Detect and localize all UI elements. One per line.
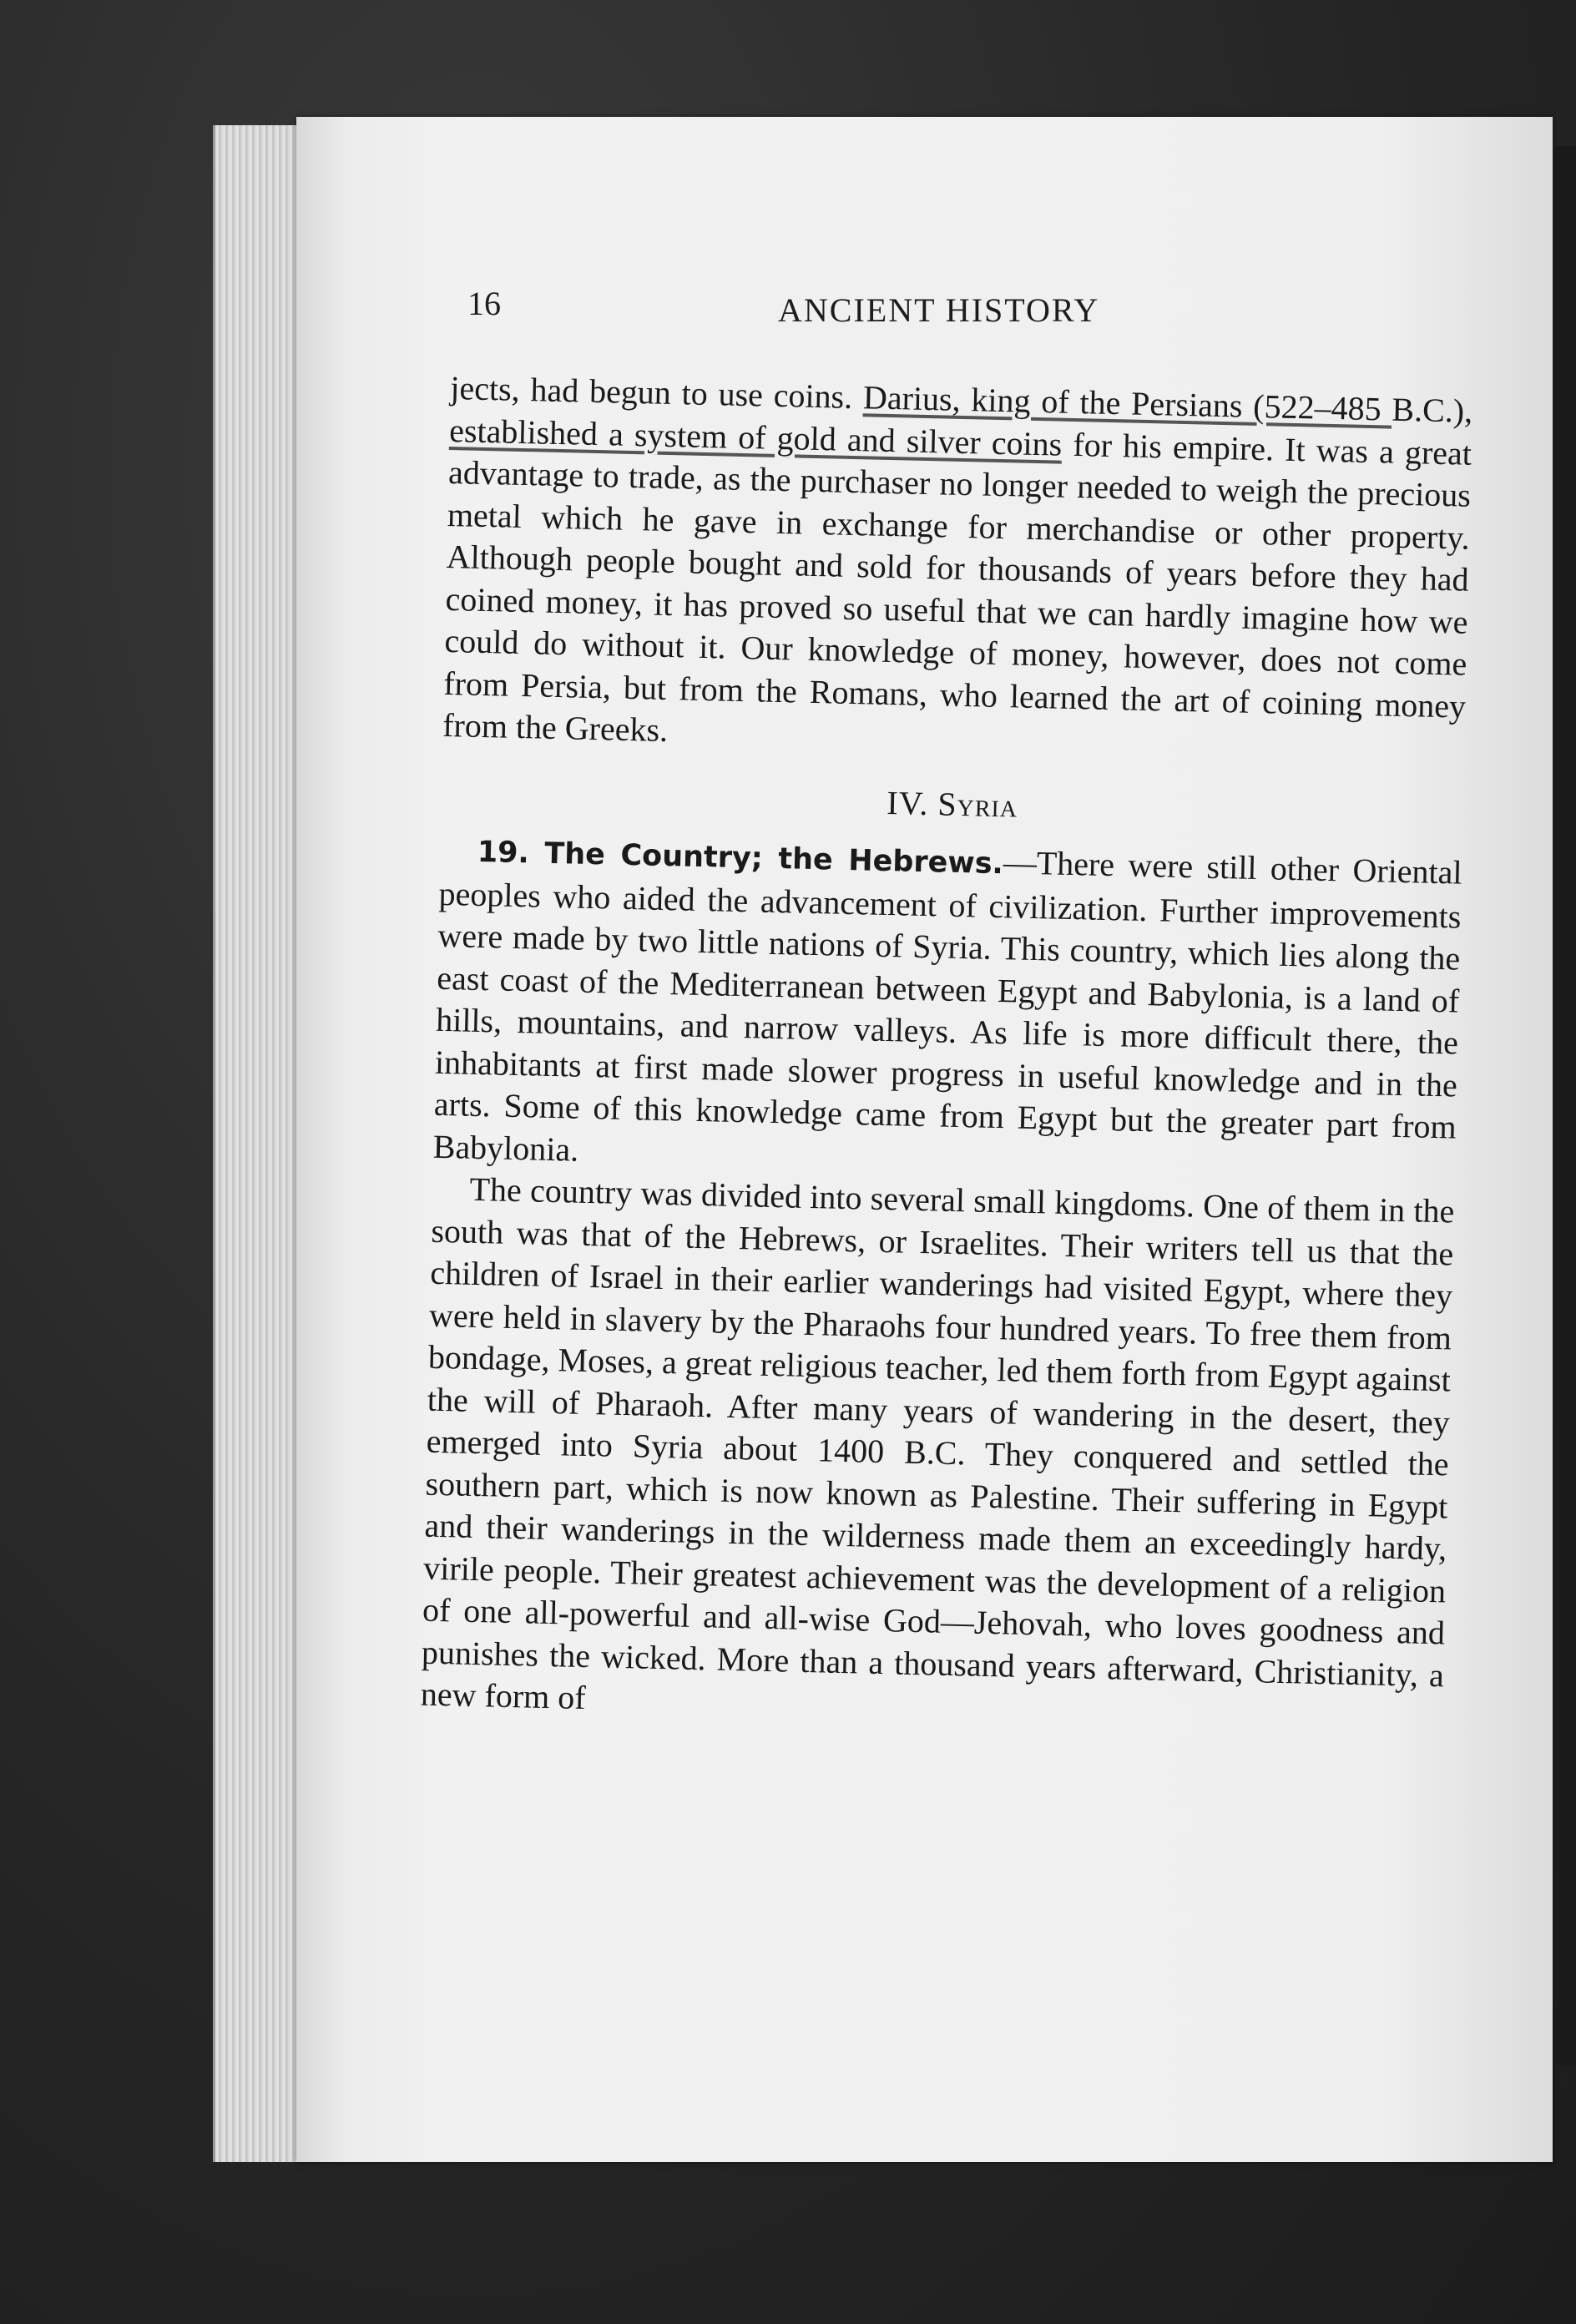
kingdoms-text-a: The country was divided into several small kingdoms. One of them in the south was that of the Hebrews, or Israelites. Their writers tell us that the children of Israel in their earlier wanderings had visited Egypt, where they were held in slavery by the Pharaohs four hundred years. To free them from bondage, Moses, a great religious teacher, led them forth from Egypt against the will of Pharaoh. After many years of wandering in the desert, they emerged into Syria about 1400: [426, 1170, 1455, 1471]
page-right-shadow: [1554, 146, 1576, 2066]
running-head: ANCIENT HISTORY: [778, 291, 1100, 329]
page-edges: [213, 125, 303, 2162]
section-heading: [441, 771, 1464, 836]
bc-abbrev: B.C.: [1391, 390, 1454, 430]
section-title: Syria: [937, 784, 1018, 825]
page-header: [467, 284, 1469, 334]
country-paragraph: [432, 829, 1462, 1191]
kingdoms-paragraph: [420, 1168, 1455, 1739]
section-numeral: IV.: [886, 783, 938, 822]
intro-text-1: jects, had begun to use coins.: [449, 368, 864, 417]
coins-underlined: established a system of gold and silver coins: [448, 411, 1063, 463]
bc-abbrev-2: B.C.: [903, 1432, 967, 1473]
subsection-title: 19. The Country; the Hebrews.: [477, 835, 1004, 882]
intro-text-3: ),: [1452, 392, 1473, 430]
intro-paragraph: [442, 367, 1473, 770]
darius-underlined: Darius, king of the Persians (522–485: [862, 378, 1392, 428]
country-text: —There were still other Oriental peoples who aided the advancement of civilization. Further improvements were made by two little nations of Syria. This country, which lies along the east coast of the Mediterranean between Egypt and Babylonia, is a land of hills, mountains, and narrow valleys. As life is more difficult there, the inhabitants at first made slower progress in useful knowledge and in the arts. Some of this knowledge came from Egypt but the greater part from Babylonia.: [432, 843, 1463, 1169]
kingdoms-text-b: They conquered and settled the southern part, which is now known as Palestine. Their suffering in Egypt and their wanderings in the wilderness made them an exceedingly hardy, virile people. Their greatest achievement was the development of a religion of one all-powerful and all-wise God—Jehovah, who loves goodness and punishes the wicked. More than a thousand years afterward, Christianity, a new form of: [420, 1434, 1450, 1717]
page-number: 16: [467, 285, 501, 322]
page-body: [420, 367, 1472, 1739]
intro-text-5: for his empire. It was a great advantage to trade, as the purchaser no longer needed to weigh the precious metal which he gave in exchange for merchandise or other property. Although people bought and sold for thousands of years before they had coined money, it has proved so useful that we can hardly imagine how we could do without it. Our knowledge of money, however, does not come from Persia, but from the Romans, who learned the art of coining money from the Greeks.: [442, 425, 1472, 750]
